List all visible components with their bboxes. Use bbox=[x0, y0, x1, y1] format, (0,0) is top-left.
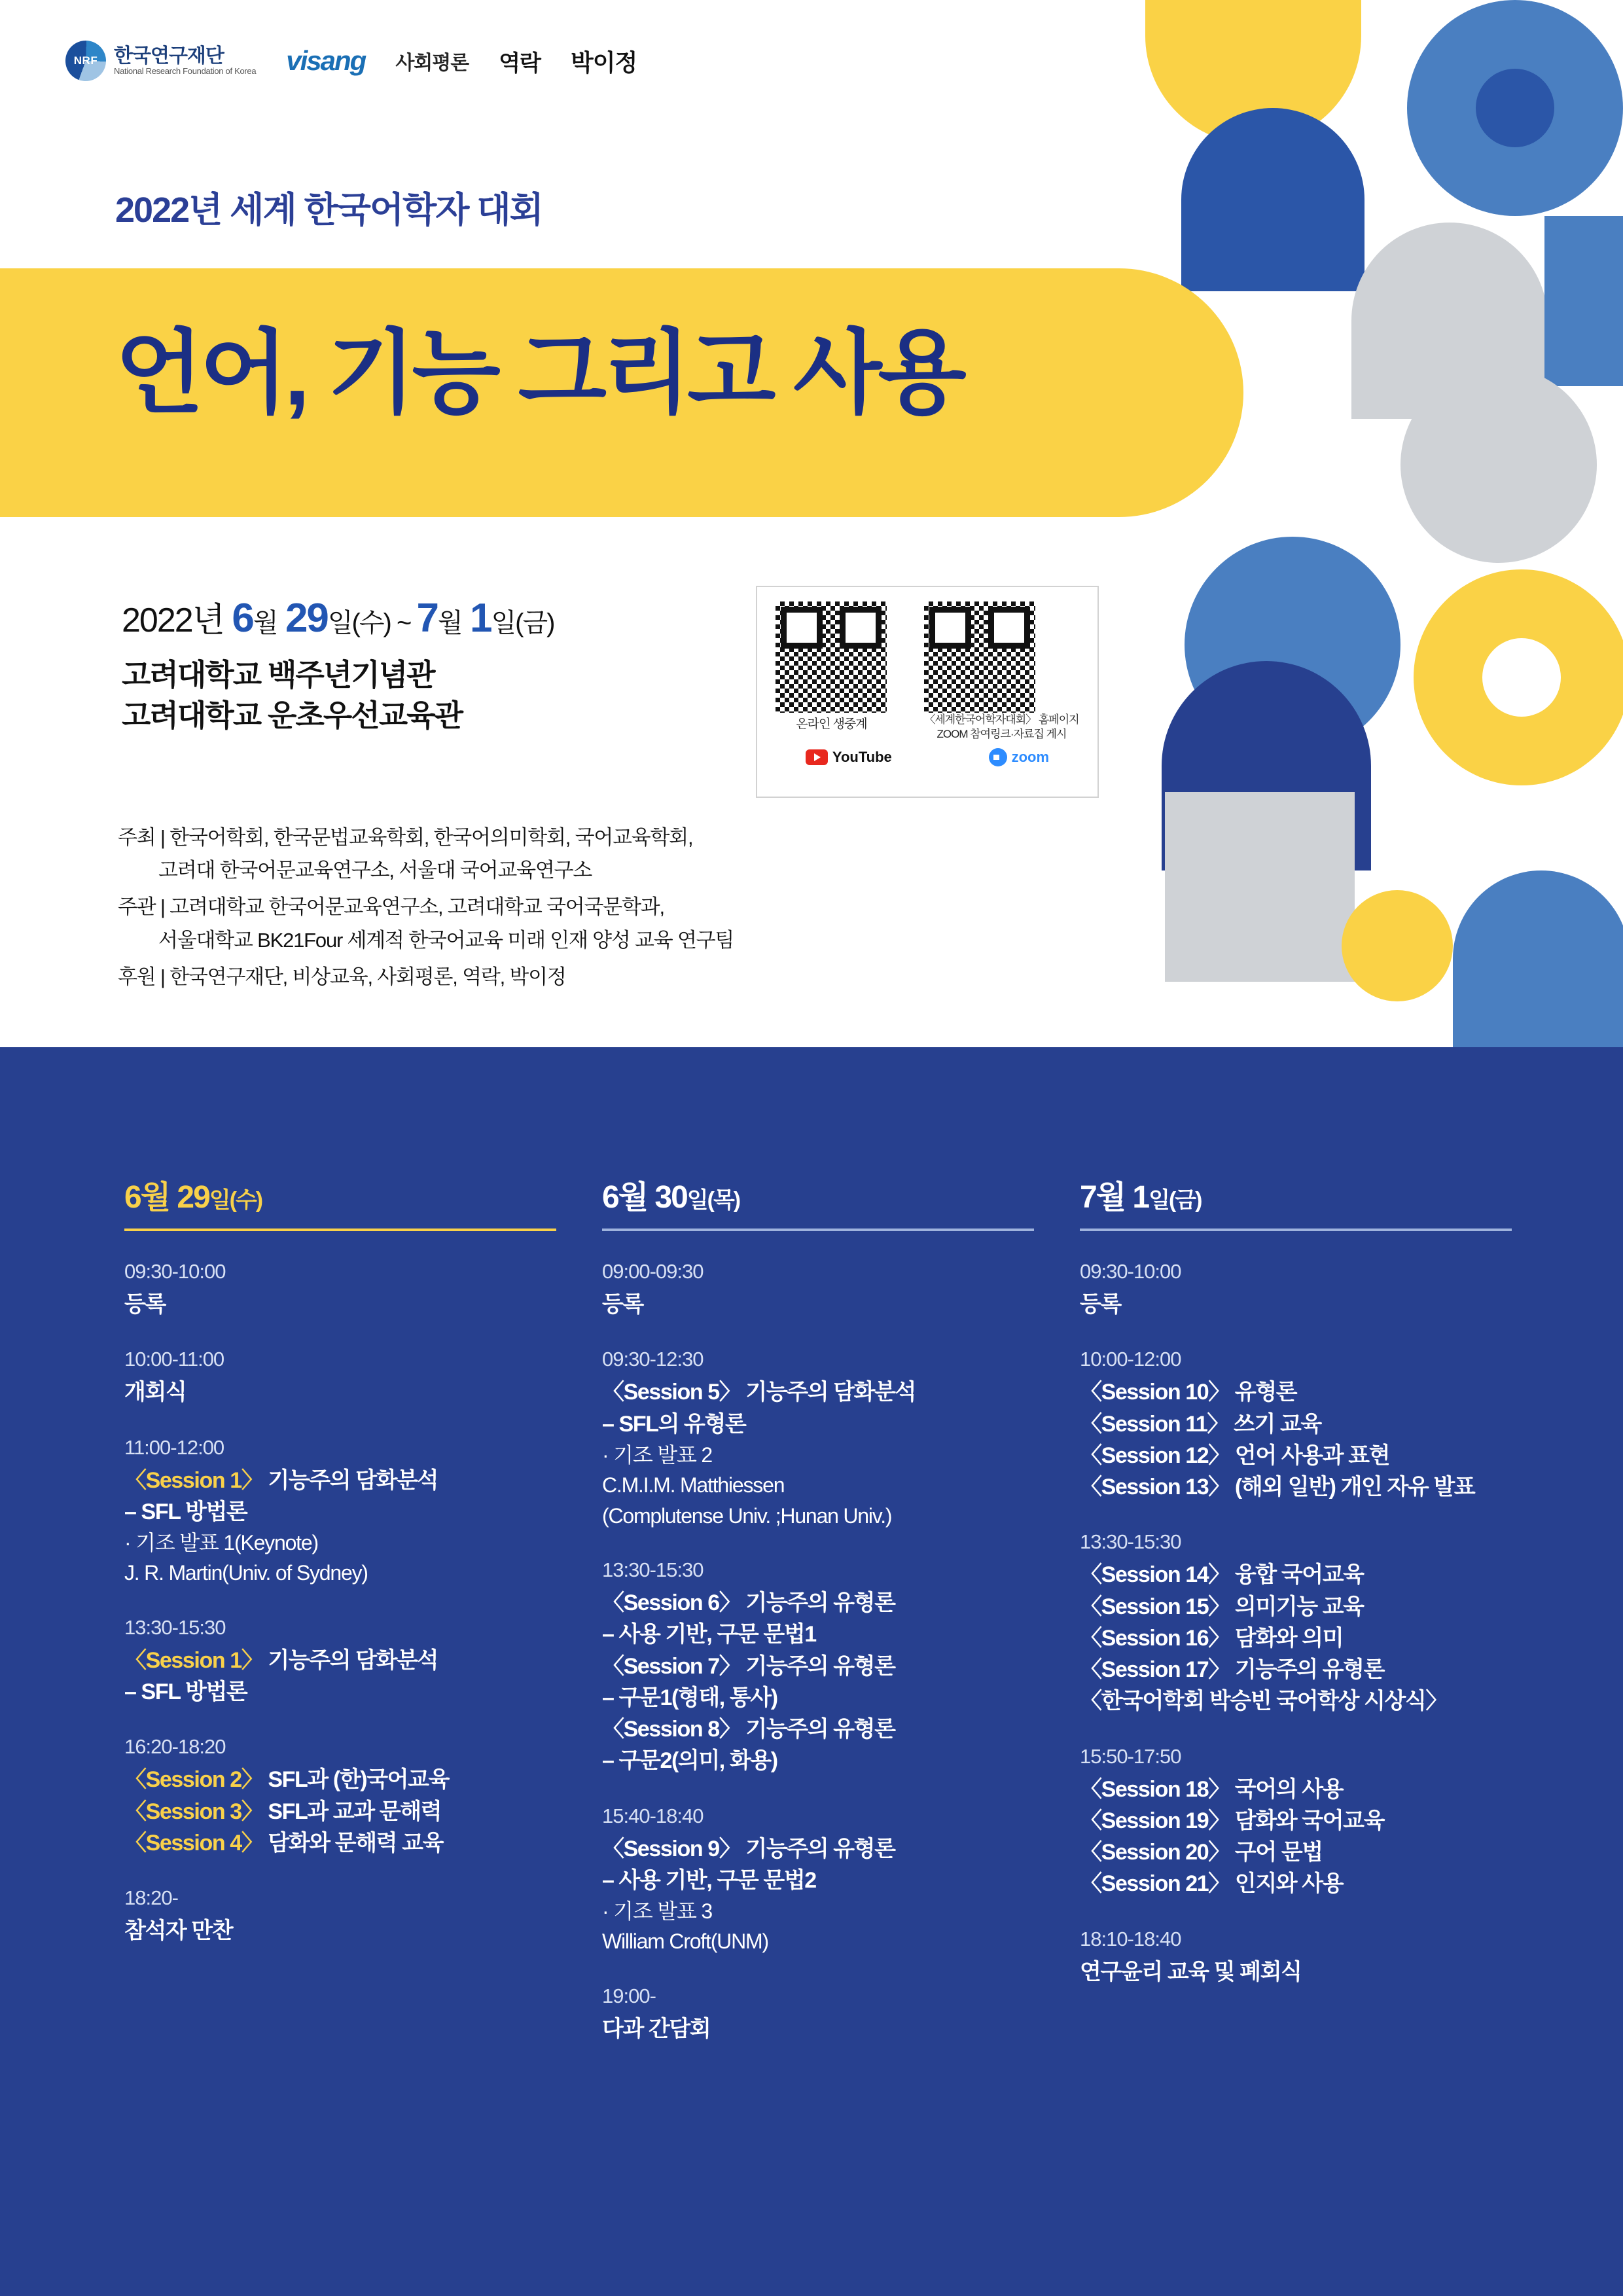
schedule-session-line: 〈Session 6〉 기능주의 유형론 bbox=[602, 1590, 895, 1615]
session-label: 〈Session 12〉 bbox=[1080, 1443, 1230, 1468]
schedule-block bbox=[602, 1348, 1054, 1531]
session-label: 〈Session 16〉 bbox=[1080, 1625, 1230, 1651]
logo-visang: visang bbox=[286, 45, 366, 76]
schedule-session-line: 〈Session 19〉 담화와 국어교육 bbox=[1080, 1808, 1385, 1833]
host-line-2: 고려대 한국어문교육연구소, 서울대 국어교육연구소 bbox=[158, 859, 592, 882]
schedule-session-line: 〈Session 11〉 쓰기 교육 bbox=[1080, 1411, 1321, 1437]
day2-weekday: 일(목) bbox=[687, 1188, 740, 1213]
date-day1: 29 bbox=[285, 596, 328, 641]
schedule-session-line: 〈Session 21〉 인지와 사용 bbox=[1080, 1871, 1344, 1897]
nrf-name-ko: 한국연구재단 bbox=[114, 45, 224, 67]
zoom-icon bbox=[989, 748, 1007, 766]
date-year: 2022년 bbox=[122, 601, 224, 639]
date-month1-unit: 월 bbox=[253, 609, 277, 637]
day1-divider bbox=[124, 1229, 556, 1231]
organizers-block bbox=[118, 821, 982, 997]
day1-date: 6월 29 bbox=[124, 1180, 209, 1215]
date-day1-suffix: 일(수) ~ bbox=[327, 609, 417, 637]
sponsor-logo-row bbox=[65, 41, 637, 81]
shape-gray-circle bbox=[1400, 367, 1597, 563]
shape-darkblue-half bbox=[1181, 108, 1364, 291]
schedule-time: 13:30-15:30 bbox=[602, 1558, 704, 1581]
schedule-block bbox=[124, 1886, 576, 1946]
shape-blue-half-bottomright bbox=[1453, 870, 1623, 1047]
logo-sahoepyeongron: 사회평론 bbox=[395, 52, 469, 74]
session-label: 〈Session 10〉 bbox=[1080, 1380, 1230, 1405]
event-venue bbox=[122, 655, 462, 736]
schedule-time: 09:30-10:00 bbox=[124, 1260, 226, 1283]
logo-bakijeong: 박이정 bbox=[570, 48, 637, 76]
day2-heading bbox=[602, 1172, 1054, 1229]
session-label: 〈Session 11〉 bbox=[1080, 1411, 1228, 1437]
schedule-item-line: C.M.I.M. Matthiessen bbox=[602, 1473, 785, 1498]
schedule-time: 13:30-15:30 bbox=[124, 1615, 226, 1639]
schedule-session-line: 〈Session 15〉 의미기능 교육 bbox=[1080, 1594, 1364, 1619]
session-label: 〈Session 18〉 bbox=[1080, 1776, 1230, 1802]
schedule-item-line: 개회식 bbox=[124, 1380, 187, 1405]
schedule-item-line: – SFL 방법론 bbox=[124, 1679, 247, 1705]
youtube-icon bbox=[806, 749, 828, 765]
session-label: 〈Session 1〉 bbox=[124, 1647, 263, 1673]
day1-blocks bbox=[124, 1260, 576, 1946]
schedule-block bbox=[602, 1558, 1054, 1777]
session-label: 〈Session 8〉 bbox=[602, 1717, 741, 1742]
nrf-logo-icon bbox=[65, 41, 106, 81]
day3-heading bbox=[1080, 1172, 1531, 1229]
session-label: 〈Session 9〉 bbox=[602, 1836, 741, 1861]
manage-label: 주관 | bbox=[118, 895, 165, 919]
schedule-block bbox=[1080, 1348, 1531, 1503]
support-line-1: 한국연구재단, 비상교육, 사회평론, 역락, 박이정 bbox=[164, 965, 566, 988]
schedule-item-line: · 기조 발표 2 bbox=[602, 1443, 712, 1467]
schedule-time: 10:00-11:00 bbox=[124, 1348, 224, 1371]
schedule-session-line: 〈Session 16〉 담화와 의미 bbox=[1080, 1625, 1344, 1651]
schedule-item-line: – 사용 기반, 구문 문법1 bbox=[602, 1622, 816, 1647]
day2-divider bbox=[602, 1229, 1034, 1231]
schedule-item-line: 다과 간담회 bbox=[602, 2016, 711, 2041]
session-label: 〈Session 19〉 bbox=[1080, 1808, 1230, 1833]
date-month2: 7 bbox=[416, 596, 438, 641]
session-label: 〈Session 20〉 bbox=[1080, 1840, 1230, 1865]
schedule-session-line: 〈Session 18〉 국어의 사용 bbox=[1080, 1776, 1344, 1802]
schedule-column-day2 bbox=[602, 1172, 1054, 2072]
schedule-section bbox=[0, 1047, 1623, 2296]
qr-left-caption: 온라인 생중계 bbox=[796, 717, 867, 731]
schedule-item-line: · 기조 발표 3 bbox=[602, 1899, 712, 1924]
schedule-item-line: – SFL의 유형론 bbox=[602, 1411, 746, 1437]
venue-line-1: 고려대학교 백주년기념관 bbox=[122, 658, 435, 692]
day1-heading bbox=[124, 1172, 576, 1229]
schedule-block bbox=[124, 1436, 576, 1588]
day3-divider bbox=[1080, 1229, 1512, 1231]
date-day2-suffix: 일(금) bbox=[491, 609, 554, 637]
schedule-block bbox=[1080, 1745, 1531, 1900]
schedule-time: 16:20-18:20 bbox=[124, 1735, 226, 1759]
schedule-item-line: (Complutense Univ. ;Hunan Univ.) bbox=[602, 1503, 892, 1528]
manage-line-1: 고려대학교 한국어문교육연구소, 고려대학교 국어국문학과, bbox=[164, 895, 664, 919]
schedule-time: 18:10-18:40 bbox=[1080, 1927, 1181, 1950]
schedule-column-day3 bbox=[1080, 1172, 1531, 2072]
schedule-block bbox=[1080, 1530, 1531, 1717]
session-label: 〈Session 4〉 bbox=[124, 1830, 263, 1856]
schedule-session-line: 〈Session 7〉 기능주의 유형론 bbox=[602, 1653, 895, 1679]
session-label: 〈Session 15〉 bbox=[1080, 1594, 1230, 1619]
shape-gray-quarter-bottom bbox=[1165, 792, 1355, 982]
venue-line-2: 고려대학교 운초우선교육관 bbox=[122, 698, 463, 733]
schedule-time: 19:00- bbox=[602, 1984, 656, 2007]
schedule-item-line: William Croft(UNM) bbox=[602, 1929, 768, 1954]
schedule-block bbox=[602, 1984, 1054, 2045]
logo-nrf bbox=[65, 41, 256, 81]
schedule-block bbox=[124, 1260, 576, 1320]
session-label: 〈Session 17〉 bbox=[1080, 1657, 1230, 1683]
support-row bbox=[118, 961, 982, 994]
schedule-item-line: J. R. Martin(Univ. of Sydney) bbox=[124, 1561, 368, 1585]
schedule-item-line: 연구윤리 교육 및 폐회식 bbox=[1080, 1959, 1302, 1984]
schedule-time: 18:20- bbox=[124, 1886, 178, 1910]
shape-yellow-circle-small bbox=[1342, 890, 1453, 1001]
shape-blue-quarter-right bbox=[1544, 216, 1623, 386]
session-label: 〈Session 3〉 bbox=[124, 1799, 263, 1824]
host-label: 주최 | bbox=[118, 826, 165, 849]
schedule-item-line: – 사용 기반, 구문 문법2 bbox=[602, 1867, 816, 1893]
schedule-session-line: 〈Session 17〉 기능주의 유형론 bbox=[1080, 1657, 1385, 1683]
schedule-session-line: 〈Session 5〉 기능주의 담화분석 bbox=[602, 1380, 916, 1405]
session-label: 〈Session 5〉 bbox=[602, 1380, 741, 1405]
youtube-label: YouTube bbox=[832, 749, 892, 766]
date-month1: 6 bbox=[232, 596, 253, 641]
nrf-name-en: National Research Foundation of Korea bbox=[114, 66, 257, 77]
schedule-session-line: 〈Session 1〉 기능주의 담화분석 bbox=[124, 1467, 438, 1493]
decorative-shapes bbox=[1126, 0, 1623, 1073]
host-row bbox=[118, 821, 982, 887]
schedule-session-line: 〈Session 9〉 기능주의 유형론 bbox=[602, 1836, 895, 1861]
page-title: 언어, 기능 그리고 사용 bbox=[115, 321, 963, 424]
schedule-time: 09:30-12:30 bbox=[602, 1348, 704, 1371]
support-label: 후원 | bbox=[118, 965, 165, 988]
schedule-time: 09:00-09:30 bbox=[602, 1260, 704, 1283]
schedule-session-line: 〈Session 14〉 융합 국어교육 bbox=[1080, 1562, 1364, 1588]
session-label: 〈Session 6〉 bbox=[602, 1590, 741, 1615]
schedule-item-line: 참석자 만찬 bbox=[124, 1918, 233, 1944]
manage-row bbox=[118, 891, 982, 956]
schedule-item-line: 등록 bbox=[602, 1292, 643, 1317]
schedule-block bbox=[602, 1804, 1054, 1957]
schedule-session-line: 〈Session 2〉 SFL과 (한)국어교육 bbox=[124, 1767, 449, 1793]
schedule-session-line: 〈Session 13〉 (해외 일반) 개인 자유 발표 bbox=[1080, 1475, 1475, 1500]
schedule-session-line: 〈Session 1〉 기능주의 담화분석 bbox=[124, 1647, 438, 1673]
date-day2: 1 bbox=[470, 596, 491, 641]
schedule-block bbox=[1080, 1260, 1531, 1320]
qr-code-homepage[interactable] bbox=[924, 601, 1035, 713]
schedule-item-line: · 기조 발표 1(Keynote) bbox=[124, 1531, 318, 1555]
youtube-brand bbox=[806, 749, 892, 766]
manage-line-2: 서울대학교 BK21Four 세계적 한국어교육 미래 인재 양성 교육 연구팀 bbox=[158, 928, 734, 952]
zoom-label: zoom bbox=[1011, 749, 1050, 766]
schedule-time: 15:50-17:50 bbox=[1080, 1744, 1181, 1768]
zoom-brand bbox=[989, 748, 1049, 766]
schedule-item-line: 등록 bbox=[1080, 1292, 1121, 1317]
day2-date: 6월 30 bbox=[602, 1180, 687, 1215]
day3-blocks bbox=[1080, 1260, 1531, 1988]
schedule-block bbox=[124, 1735, 576, 1859]
schedule-time: 09:30-10:00 bbox=[1080, 1260, 1181, 1283]
schedule-item-line: – SFL 방법론 bbox=[124, 1499, 247, 1524]
schedule-session-line: 〈Session 8〉 기능주의 유형론 bbox=[602, 1717, 895, 1742]
schedule-block bbox=[602, 1260, 1054, 1320]
schedule-column-day1 bbox=[124, 1172, 576, 2072]
qr-right-caption-1: 〈세계한국어학자대회〉 홈페이지 bbox=[924, 713, 1079, 726]
day2-blocks bbox=[602, 1260, 1054, 2045]
qr-right-caption-2: ZOOM 참여링크·자료집 게시 bbox=[936, 728, 1067, 741]
session-label: 〈Session 2〉 bbox=[124, 1767, 263, 1793]
schedule-session-line: 〈Session 3〉 SFL과 교과 문해력 bbox=[124, 1799, 442, 1824]
schedule-session-line: 〈Session 4〉 담화와 문해력 교육 bbox=[124, 1830, 444, 1856]
event-date bbox=[122, 592, 554, 641]
schedule-session-line: 〈Session 12〉 언어 사용과 표현 bbox=[1080, 1443, 1390, 1468]
event-pretitle: 2022년 세계 한국어학자 대회 bbox=[115, 190, 543, 230]
shape-yellow-donut-hole bbox=[1482, 638, 1561, 717]
schedule-item-line: – 구문1(형태, 통사) bbox=[602, 1685, 777, 1710]
session-label: 〈Session 1〉 bbox=[124, 1467, 263, 1493]
session-label: 〈Session 13〉 bbox=[1080, 1475, 1230, 1500]
day3-weekday: 일(금) bbox=[1149, 1188, 1202, 1213]
schedule-time: 10:00-12:00 bbox=[1080, 1348, 1181, 1371]
day1-weekday: 일(수) bbox=[209, 1188, 262, 1213]
schedule-time: 11:00-12:00 bbox=[124, 1435, 224, 1459]
day3-date: 7월 1 bbox=[1080, 1180, 1149, 1215]
schedule-block bbox=[1080, 1928, 1531, 1988]
shape-donut-hole-top bbox=[1476, 69, 1554, 147]
logo-yeokrak: 역락 bbox=[499, 50, 541, 76]
schedule-time: 13:30-15:30 bbox=[1080, 1530, 1181, 1554]
schedule-session-line: 〈Session 20〉 구어 문법 bbox=[1080, 1840, 1323, 1865]
date-month2-unit: 월 bbox=[437, 609, 462, 637]
schedule-item-line: – 구문2(의미, 화용) bbox=[602, 1748, 777, 1774]
schedule-block bbox=[124, 1616, 576, 1708]
session-label: 〈Session 14〉 bbox=[1080, 1562, 1230, 1588]
schedule-block bbox=[124, 1348, 576, 1408]
host-line-1: 한국어학회, 한국문법교육학회, 한국어의미학회, 국어교육학회, bbox=[164, 826, 693, 849]
session-label: 〈Session 7〉 bbox=[602, 1653, 741, 1679]
qr-info-box bbox=[756, 586, 1099, 798]
session-label: 〈Session 21〉 bbox=[1080, 1871, 1230, 1897]
qr-code-youtube[interactable] bbox=[776, 601, 887, 713]
schedule-item-line: 〈한국어학회 박승빈 국어학상 시상식〉 bbox=[1080, 1689, 1447, 1714]
schedule-time: 15:40-18:40 bbox=[602, 1804, 704, 1827]
schedule-session-line: 〈Session 10〉 유형론 bbox=[1080, 1380, 1297, 1405]
schedule-item-line: 등록 bbox=[124, 1292, 166, 1317]
